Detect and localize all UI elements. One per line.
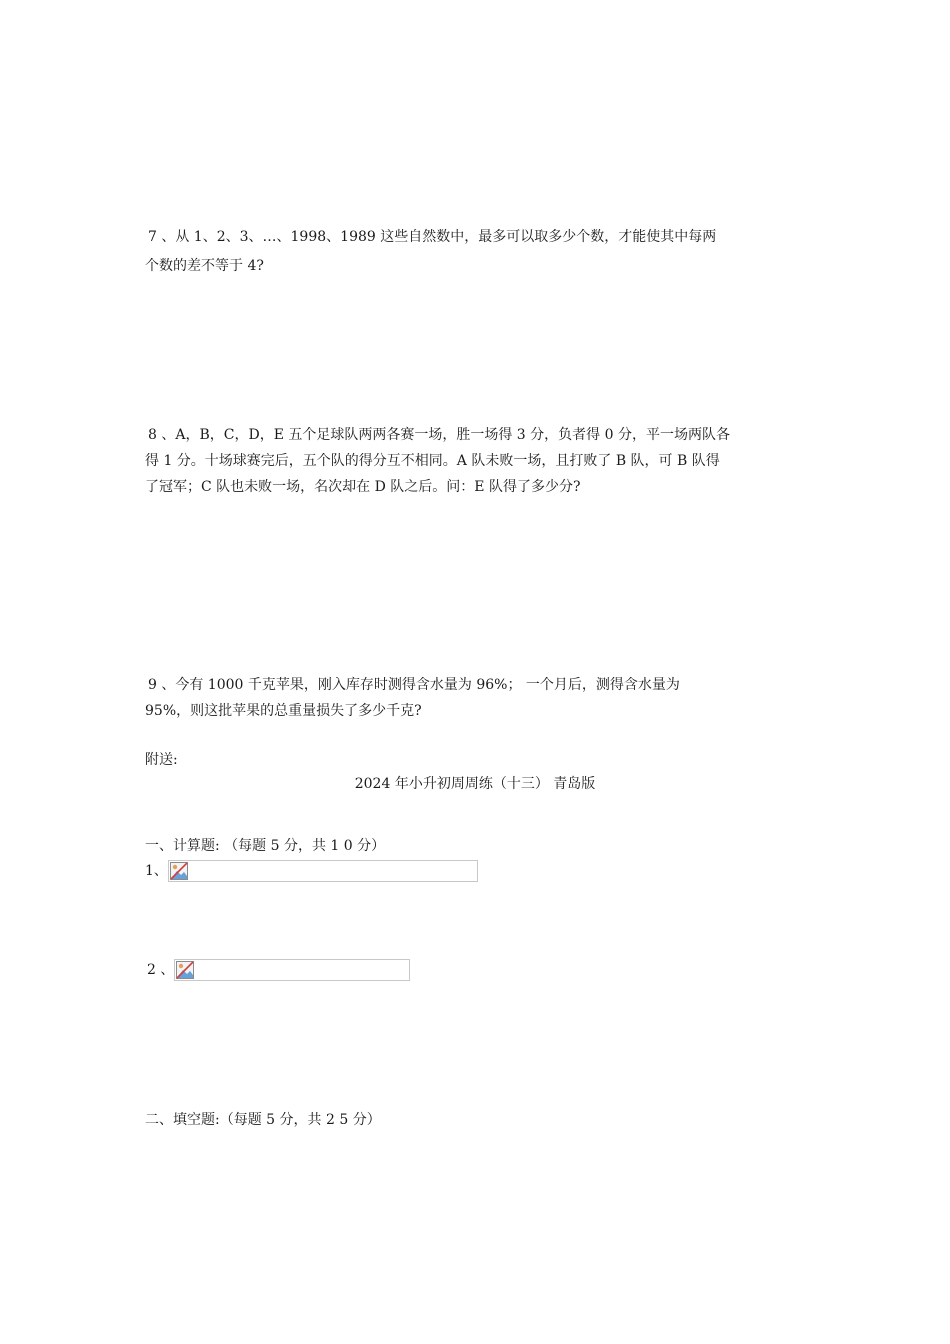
calc-item-2-label: 2 、 [147, 962, 175, 978]
calc-item-2 [147, 959, 410, 981]
broken-image-icon [170, 862, 188, 880]
section-1-heading: 一、计算题: （每题 5 分，共 1 0 分） [145, 838, 386, 854]
question-7-line-2: 个数的差不等于 4? [145, 258, 264, 274]
question-9-line-1: 9 、今有 1000 千克苹果，刚入库存时测得含水量为 96%； 一个月后，测得含水量为 [148, 677, 680, 693]
question-7-line-1: 7 、从 1、2、3、…、1998、1989 这些自然数中，最多可以取多少个数，才能使其中每两 [148, 229, 717, 245]
question-8-line-1: 8 、A，B，C，D，E 五个足球队两两各赛一场，胜一场得 3 分，负者得 0 分，平一场两队各 [148, 427, 730, 443]
section-2-heading: 二、填空题:（每题 5 分，共 2 5 分） [145, 1112, 381, 1128]
calc-item-1-image [168, 860, 478, 882]
broken-image-icon [176, 961, 194, 979]
question-8-line-3: 了冠军；C 队也未败一场，名次却在 D 队之后。问：E 队得了多少分? [145, 479, 581, 495]
question-8-line-2: 得 1 分。十场球赛完后，五个队的得分互不相同。A 队未败一场，且打败了 B 队，可 B 队得 [145, 453, 720, 469]
appendix-title: 2024 年小升初周周练（十三） 青岛版 [354, 776, 596, 792]
appendix-label: 附送: [145, 752, 178, 768]
calc-item-1 [145, 860, 478, 882]
calc-item-1-label: 1、 [145, 863, 168, 879]
calc-item-2-image [174, 959, 410, 981]
question-9-line-2: 95%，则这批苹果的总重量损失了多少千克? [145, 703, 422, 719]
